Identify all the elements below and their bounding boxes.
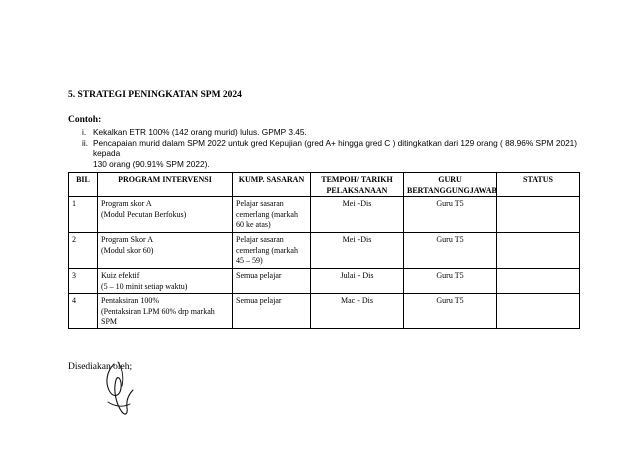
cell-sasaran [233,233,311,269]
table-header-row [69,173,580,197]
cell-tempoh: Mei -Dis [311,197,404,233]
cell-sasaran [233,269,311,294]
table-row [69,197,580,233]
cell-line: Pentaksiran 100% [101,296,159,305]
cell-guru: Guru T5 [404,269,497,294]
cell-line: 60 ke atas) [236,220,271,229]
header-guru-line: BERTANGGUNGJAWAB [407,185,497,195]
cell-line: cemerlang (markah [236,209,298,219]
cell-bil: 2 [69,233,98,269]
example-text-continued: 130 orang (90.91% SPM 2022). [93,158,210,169]
cell-tempoh: Mac - Dis [311,294,404,329]
header-guru-line: GURU [438,175,462,184]
cell-line: SPM [101,317,118,326]
cell-sasaran [233,197,311,233]
cell-tempoh: Mei -Dis [311,233,404,269]
handwritten-signature-icon [100,358,140,420]
example-list [82,127,582,169]
table-row [69,233,580,269]
prepared-by-label: Disediakan oleh; [68,362,133,372]
table-row [69,294,580,329]
cell-line: (5 – 10 minit setiap waktu) [101,281,188,291]
example-text: Kekalkan ETR 100% (142 orang murid) lulus. GPMP 3.45. [93,127,307,137]
cell-line: (Modul Pecutan Berfokus) [101,209,187,219]
example-item [82,138,582,159]
cell-tempoh: Julai - Dis [311,269,404,294]
cell-guru: Guru T5 [404,197,497,233]
cell-line: Program skor A [101,199,152,208]
cell-line: Semua pelajar [236,296,282,305]
header-guru [404,173,497,197]
cell-sasaran [233,294,311,329]
cell-line: (Modul skor 60) [101,245,154,255]
example-text: Pencapaian murid dalam SPM 2022 untuk gred Kepujian (gred A+ hingga gred C ) ditingkatkan dari 129 orang ( 88.96% SPM 2021) kepada [93,137,578,158]
cell-line: Semua pelajar [236,271,282,280]
header-tempoh-line: PELAKSANAAN [326,185,388,195]
cell-program [98,269,233,294]
cell-bil: 4 [69,294,98,329]
cell-status [497,294,580,329]
header-tempoh [311,173,404,197]
cell-line: Kuiz efektif [101,271,140,280]
cell-line: Pelajar sasaran [236,199,284,208]
cell-guru: Guru T5 [404,294,497,329]
cell-program [98,197,233,233]
example-number: ii. [82,137,88,148]
example-label: Contoh: [68,115,102,125]
cell-line: Pelajar sasaran [236,235,284,244]
page-title: 5. STRATEGI PENINGKATAN SPM 2024 [68,90,242,100]
cell-line: Program Skor A [101,235,153,244]
cell-status [497,233,580,269]
cell-bil: 1 [69,197,98,233]
cell-line: 45 – 59) [236,256,263,265]
header-bil: BIL [69,173,98,197]
cell-line: cemerlang (markah [236,245,298,255]
cell-program [98,233,233,269]
header-sasaran: KUMP. SASARAN [233,173,311,197]
cell-status [497,197,580,233]
example-number: i. [82,127,87,137]
header-tempoh-line: TEMPOH/ TARIKH [321,175,393,184]
cell-line: (Pentaksiran LPM 60% drp markah [101,306,215,316]
cell-guru: Guru T5 [404,233,497,269]
strategy-table [68,172,580,329]
header-status: STATUS [497,173,580,197]
example-item [82,127,582,138]
cell-bil: 3 [69,269,98,294]
table-row [69,269,580,294]
cell-program [98,294,233,329]
header-program: PROGRAM INTERVENSI [98,173,233,197]
cell-status [497,269,580,294]
